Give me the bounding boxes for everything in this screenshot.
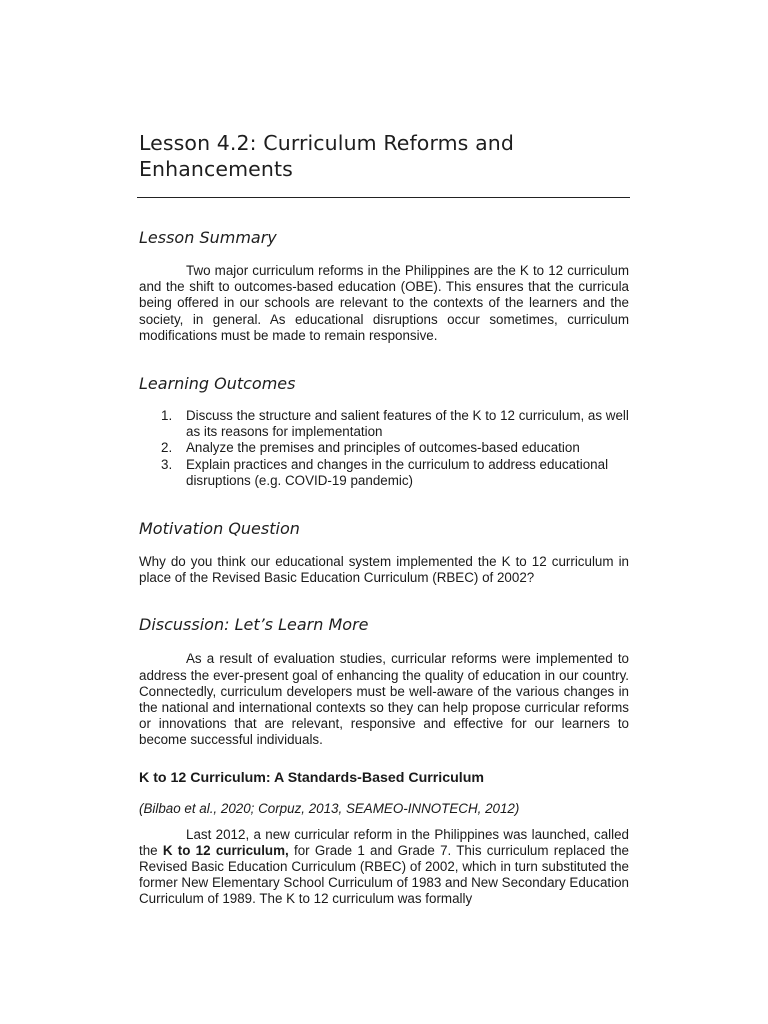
list-item-number: 2. — [161, 440, 173, 456]
k12-citation: (Bilbao et al., 2020; Corpuz, 2013, SEAMEO-INNOTECH, 2012) — [139, 800, 520, 816]
list-item — [139, 457, 629, 489]
list-item — [139, 408, 629, 440]
learning-outcomes-list — [139, 408, 629, 489]
lesson-title-line-2: Enhancements — [139, 157, 293, 181]
lesson-title — [139, 130, 629, 182]
motivation-question-heading: Motivation Question — [139, 519, 300, 539]
lesson-summary-paragraph: Two major curriculum reforms in the Philippines are the K to 12 curriculum and the shift to outcomes-based education (OBE). This ensures that the curricula being offered in our schools are relevant to the contexts of the learners and the society, in general. As educational disruptions occur sometimes, curriculum modifications must be made to remain responsive. — [139, 263, 629, 343]
k12-paragraph — [139, 827, 629, 908]
list-item-text: Discuss the structure and salient features of the K to 12 curriculum, as well as its reasons for implementation — [186, 408, 629, 440]
k12-paragraph-bold-term: K to 12 curriculum, — [162, 842, 289, 858]
list-item-text: Explain practices and changes in the curriculum to address educational disruptions (e.g. COVID-19 pandemic) — [186, 456, 609, 488]
list-item-text: Analyze the premises and principles of outcomes-based education — [186, 440, 580, 456]
k12-paragraph-end: for Grade 1 and Grade 7. This curriculum replaced the Revised Basic Education Curriculum (RBEC) of 2002, which in turn substituted the former New Elementary School Curriculum of 1983 and New Secondary Education Curriculum of 1989. The K to 12 curriculum was formally — [139, 842, 630, 907]
lesson-summary-heading: Lesson Summary — [139, 228, 277, 247]
document-page — [139, 130, 629, 908]
learning-outcomes-heading: Learning Outcomes — [139, 374, 296, 394]
k12-paragraph-start: Last 2012, a new curricular reform in the Philippines was launched, called the — [139, 826, 629, 858]
list-item — [139, 440, 629, 456]
k12-curriculum-heading: K to 12 Curriculum: A Standards-Based Curriculum — [139, 769, 485, 786]
discussion-heading: Discussion: Let’s Learn More — [139, 615, 369, 635]
discussion-paragraph: As a result of evaluation studies, curricular reforms were implemented to address the ever-present goal of enhancing the quality of education in our country. Connectedly, curriculum developers must be well-aware of the various changes in the national and international contexts so they can help propose curricular reforms or innovations that are relevant, responsive and effective for our learners to become successful individuals. — [139, 651, 629, 748]
list-item-number: 3. — [161, 456, 173, 472]
lesson-title-line-1: Lesson 4.2: Curriculum Reforms and — [139, 131, 514, 155]
list-item-number: 1. — [161, 408, 173, 424]
motivation-question-paragraph: Why do you think our educational system implemented the K to 12 curriculum in place of the Revised Basic Education Curriculum (RBEC) of 2002? — [139, 554, 629, 586]
title-divider — [137, 197, 630, 198]
